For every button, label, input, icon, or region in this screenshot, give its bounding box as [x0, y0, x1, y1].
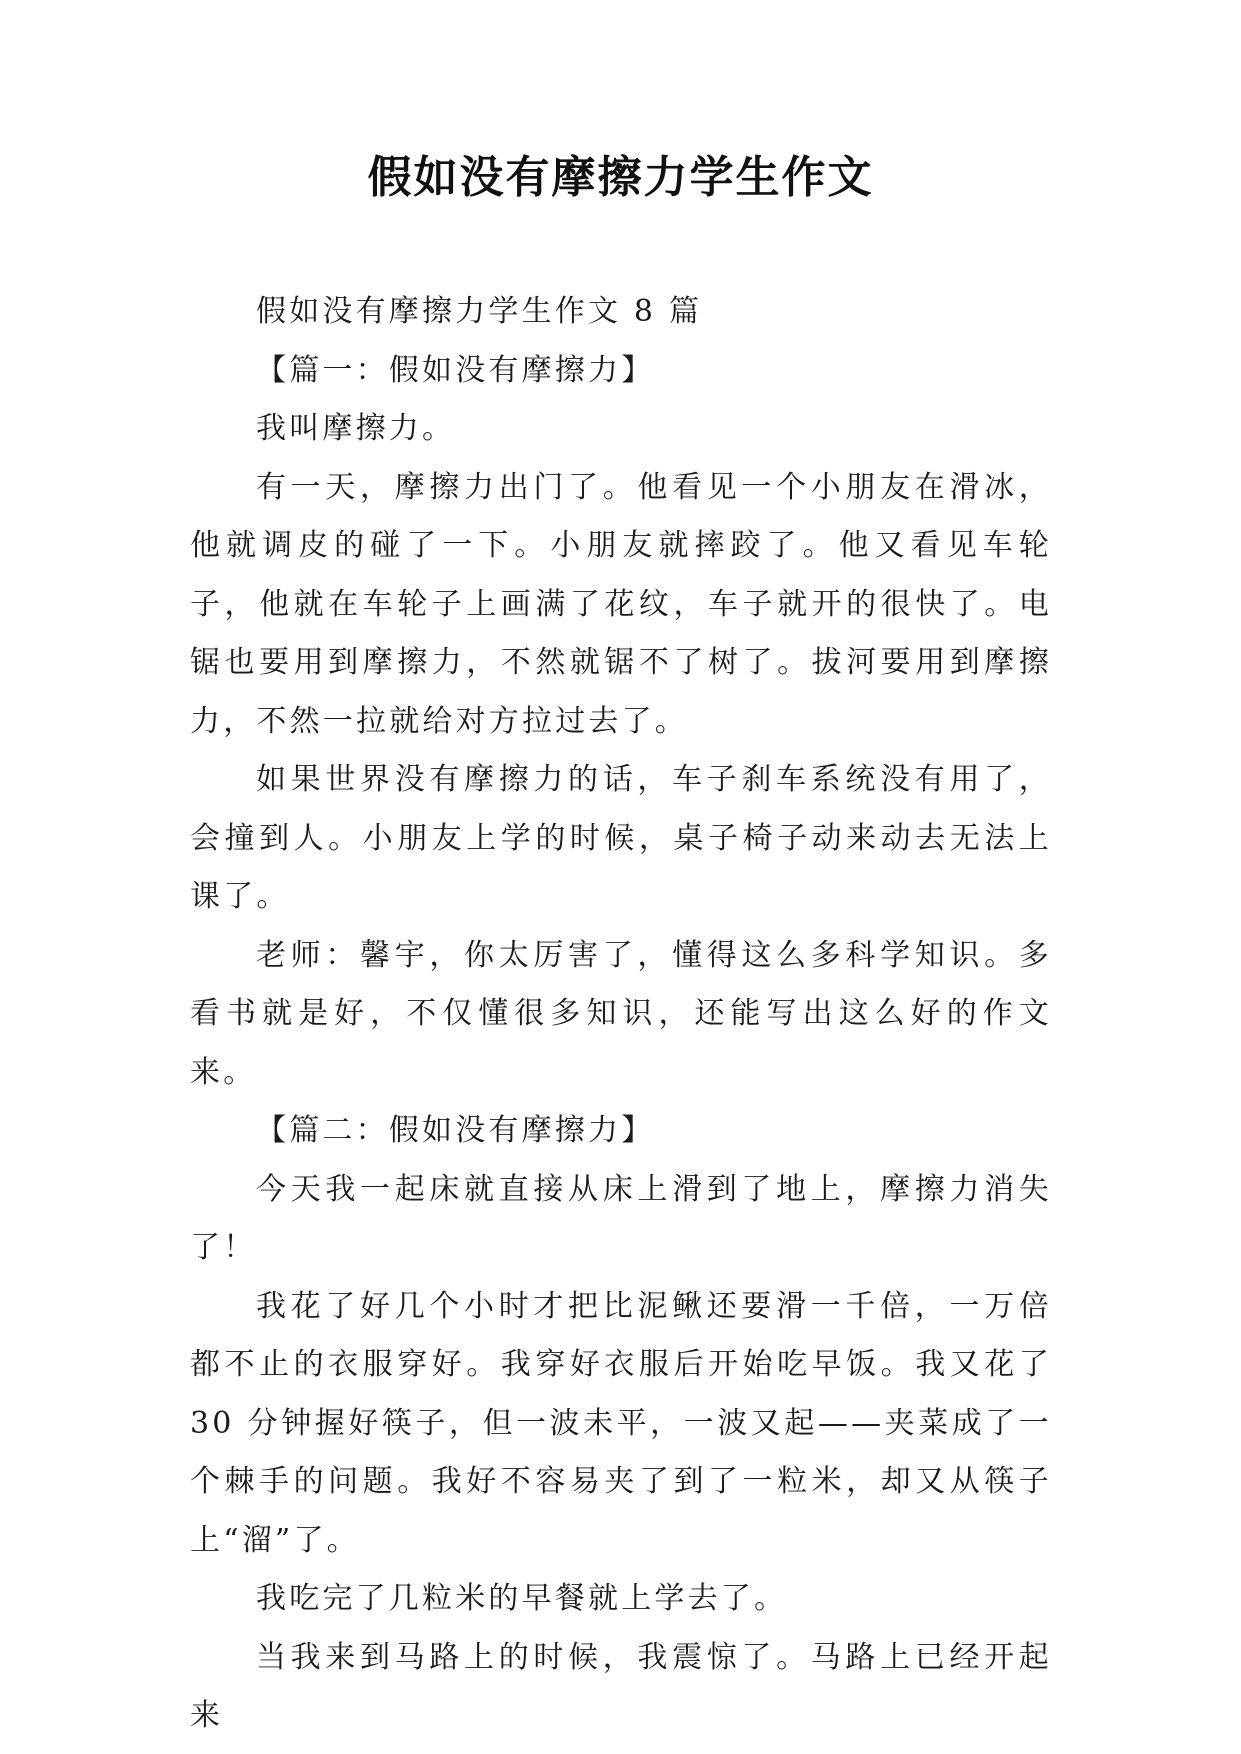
- paragraph: 我吃完了几粒米的早餐就上学去了。: [256, 1581, 788, 1616]
- paragraph: 当我来到马路上的时候，我震惊了。马路上已经开起来: [190, 1639, 1052, 1733]
- paragraph: 我花了好几个小时才把比泥鳅还要滑一千倍，一万倍都不止的衣服穿好。我穿好衣服后开始吃早饭。我又花了 30 分钟握好筷子，但一波未平，一波又起——夹菜成了一个棘手的问题。我好不容易夹了到了一粒米，却又从筷子上“溜”了。: [190, 1288, 1052, 1558]
- section-heading-2: 【篇二：假如没有摩擦力】: [256, 1113, 655, 1148]
- paragraph: 如果世界没有摩擦力的话，车子刹车系统没有用了，会撞到人。小朋友上学的时候，桌子椅子动来动去无法上课了。: [190, 762, 1052, 914]
- paragraph-subtitle: 假如没有摩擦力学生作文 8 篇: [256, 294, 703, 329]
- paragraph: 我叫摩擦力。: [256, 411, 456, 446]
- section-heading-1: 【篇一：假如没有摩擦力】: [256, 352, 655, 388]
- document-title: 假如没有摩擦力学生作文: [367, 152, 874, 203]
- paragraph: 老师：馨宇，你太厉害了，懂得这么多科学知识。多看书就是好，不仅懂很多知识，还能写出这么好的作文来。: [190, 937, 1052, 1090]
- document-body: [190, 283, 1052, 1746]
- paragraph: 有一天，摩擦力出门了。他看见一个小朋友在滑冰，他就调皮的碰了一下。小朋友就摔跤了。他又看见车轮子，他就在车轮子上画满了花纹，车子就开的很快了。电锯也要用到摩擦力，不然就锯不了树了。拔河要用到摩擦力，不然一拉就给对方拉过去了。: [190, 469, 1052, 739]
- paragraph: 今天我一起床就直接从床上滑到了地上，摩擦力消失了！: [190, 1171, 1052, 1265]
